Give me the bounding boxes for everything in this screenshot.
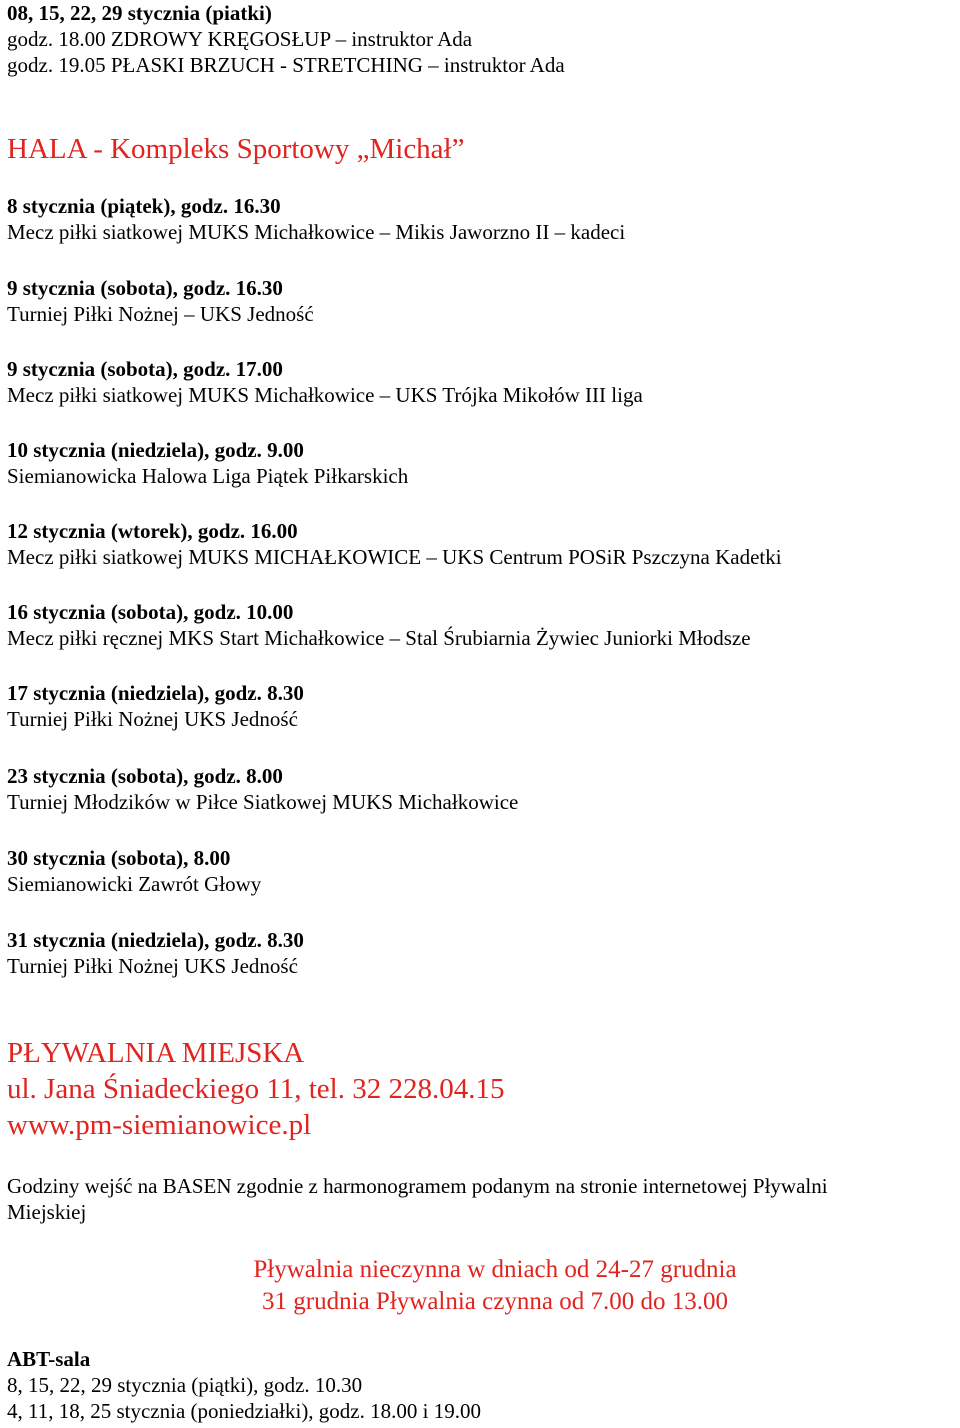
fitness-class-2: godz. 19.05 PŁASKI BRZUCH - STRETCHING – instruktor Ada [7,53,565,77]
hala-event-9-desc: Siemianowicki Zawrót Głowy [7,872,262,896]
fitness-dates: 08, 15, 22, 29 stycznia (piatki) [7,1,272,25]
hala-event-7-desc: Turniej Piłki Nożnej UKS Jedność [7,707,298,731]
hala-event-6-date: 16 stycznia (sobota), godz. 10.00 [7,600,294,624]
hala-event-3-desc: Mecz piłki siatkowej MUKS Michałkowice – UKS Trójka Mikołów III liga [7,383,643,407]
hala-event-1-date: 8 stycznia (piątek), godz. 16.30 [7,194,281,218]
abt-line-1: 8, 15, 22, 29 stycznia (piątki), godz. 10.30 [7,1373,363,1397]
hala-event-10-desc: Turniej Piłki Nożnej UKS Jedność [7,954,298,978]
pool-notice-hours: 31 grudnia Pływalnia czynna od 7.00 do 13.00 [262,1288,728,1315]
abt-line-2: 4, 11, 18, 25 stycznia (poniedziałki), godz. 18.00 i 19.00 [7,1399,481,1423]
hala-event-5-desc: Mecz piłki siatkowej MUKS MICHAŁKOWICE – UKS Centrum POSiR Pszczyna Kadetki [7,545,782,569]
hala-event-8-date: 23 stycznia (sobota), godz. 8.00 [7,764,283,788]
pool-info-line-2: Miejskiej [7,1200,87,1224]
hala-event-7-date: 17 stycznia (niedziela), godz. 8.30 [7,681,304,705]
pool-address: ul. Jana Śniadeckiego 11, tel. 32 228.04.15 [7,1073,505,1105]
hala-event-4-date: 10 stycznia (niedziela), godz. 9.00 [7,438,304,462]
hala-event-8-desc: Turniej Młodzików w Piłce Siatkowej MUKS Michałkowice [7,790,519,814]
pool-info-line-1: Godziny wejść na BASEN zgodnie z harmonogramem podanym na stronie internetowej Pływalni [7,1174,828,1198]
hala-event-9-date: 30 stycznia (sobota), 8.00 [7,846,231,870]
hala-event-2-desc: Turniej Piłki Nożnej – UKS Jedność [7,302,314,326]
hala-event-3-date: 9 stycznia (sobota), godz. 17.00 [7,357,283,381]
hala-event-4-desc: Siemianowicka Halowa Liga Piątek Piłkarskich [7,464,409,488]
hala-event-5-date: 12 stycznia (wtorek), godz. 16.00 [7,519,298,543]
hala-event-10-date: 31 stycznia (niedziela), godz. 8.30 [7,928,304,952]
hala-event-6-desc: Mecz piłki ręcznej MKS Start Michałkowice – Stal Śrubiarnia Żywiec Juniorki Młodsze [7,626,751,650]
hala-title: HALA - Kompleks Sportowy „Michał” [7,133,465,165]
abt-title: ABT-sala [7,1347,91,1371]
hala-event-1-desc: Mecz piłki siatkowej MUKS Michałkowice – Mikis Jaworzno II – kadeci [7,220,626,244]
fitness-class-1: godz. 18.00 ZDROWY KRĘGOSŁUP – instruktor Ada [7,27,473,51]
hala-event-2-date: 9 stycznia (sobota), godz. 16.30 [7,276,283,300]
pool-website-link[interactable]: www.pm-siemianowice.pl [7,1109,312,1141]
pool-notice-closed: Pływalnia nieczynna w dniach od 24-27 grudnia [253,1256,737,1283]
pool-title: PŁYWALNIA MIEJSKA [7,1037,305,1069]
